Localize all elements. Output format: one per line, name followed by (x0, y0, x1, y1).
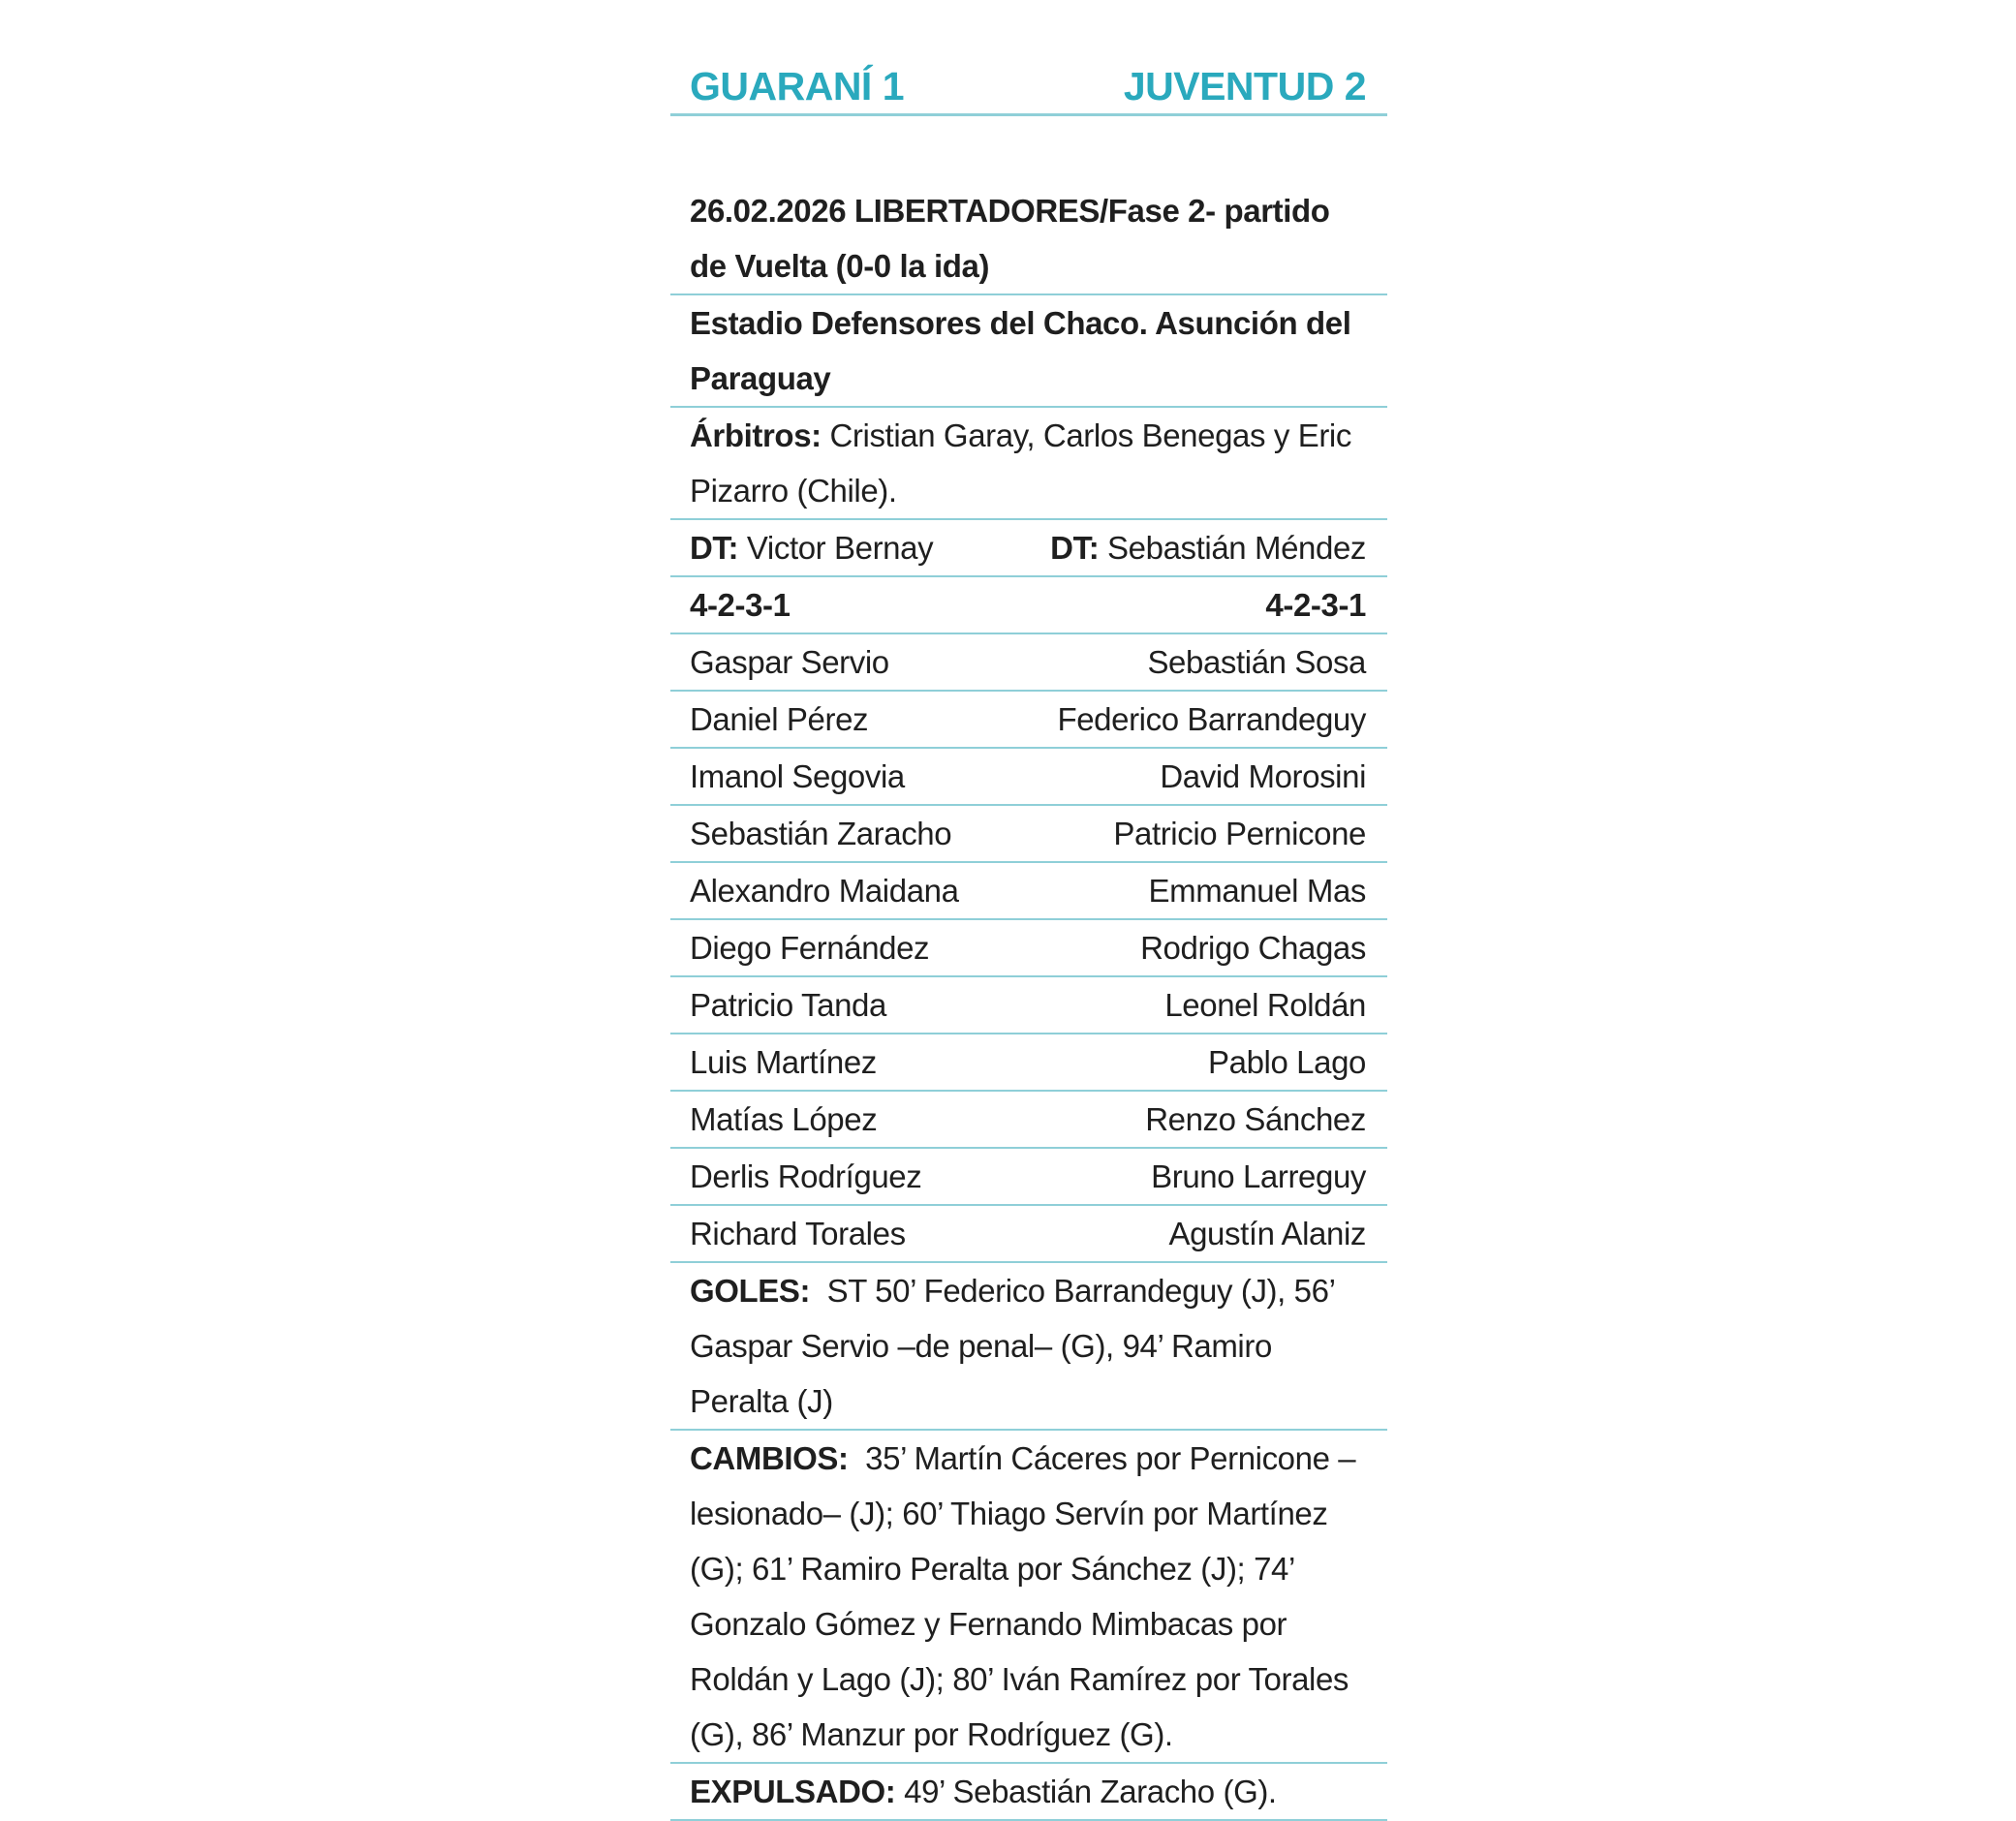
away-formation: 4-2-3-1 (1265, 587, 1366, 623)
coaches-row (670, 520, 1387, 577)
match-card (670, 54, 1387, 1821)
lineup-row (670, 1149, 1387, 1206)
home-player: Daniel Pérez (690, 701, 869, 737)
goals-text: ST 50’ Federico Barrandeguy (J), 56’ Gaspar Servio –de penal– (G), 94’ Ramiro Peralta (J) (690, 1273, 1344, 1419)
lineup-row (670, 692, 1387, 749)
home-coach-name: Victor Bernay (738, 530, 934, 566)
expelled-label: EXPULSADO: (690, 1774, 896, 1809)
date-competition: 26.02.2026 LIBERTADORES/Fase 2- partido de Vuelta (0-0 la ida) (670, 183, 1387, 295)
away-player: Leonel Roldán (1164, 987, 1366, 1023)
away-coach-name: Sebastián Méndez (1099, 530, 1366, 566)
substitutions-label: CAMBIOS: (690, 1440, 849, 1476)
lineup-row (670, 1034, 1387, 1092)
home-player: Gaspar Servio (690, 644, 889, 680)
lineups (670, 634, 1387, 1263)
stadium: Estadio Defensores del Chaco. Asunción del Paraguay (670, 295, 1387, 408)
lineup-row (670, 749, 1387, 806)
referees-row (670, 408, 1387, 520)
lineup-row (670, 863, 1387, 920)
away-coach (1050, 520, 1366, 575)
home-player: Imanol Segovia (690, 758, 905, 794)
lineup-row (670, 977, 1387, 1034)
lineup-row (670, 1206, 1387, 1263)
home-team-score: GUARANÍ 1 (690, 64, 905, 108)
lineup-row (670, 806, 1387, 863)
home-formation: 4-2-3-1 (690, 587, 791, 623)
away-player: Patricio Pernicone (1113, 816, 1366, 851)
away-player: Pablo Lago (1208, 1044, 1366, 1080)
away-player: Federico Barrandeguy (1057, 701, 1366, 737)
substitutions-text: 35’ Martín Cáceres por Pernicone –lesionado– (J); 60’ Thiago Servín por Martínez (G); 61’ Ramiro Peralta por Sánchez (J); 74’ Gonzalo Gómez y Fernando Mimbacas por Roldán y Lago (J); 80’ Iván Ramírez por Torales (G), 86’ Manzur por Rodríguez (G). (690, 1440, 1357, 1752)
home-player: Matías López (690, 1101, 878, 1137)
away-player: Emmanuel Mas (1148, 873, 1366, 909)
home-player: Derlis Rodríguez (690, 1158, 922, 1194)
substitutions-row (670, 1431, 1387, 1764)
home-player: Diego Fernández (690, 930, 930, 966)
expelled-row (670, 1764, 1387, 1821)
formation-row (670, 577, 1387, 634)
goals-row (670, 1263, 1387, 1431)
home-player: Richard Torales (690, 1216, 906, 1251)
lineup-row (670, 920, 1387, 977)
referees-label: Árbitros: (690, 417, 822, 453)
home-player: Alexandro Maidana (690, 873, 959, 909)
away-team-score: JUVENTUD 2 (1123, 64, 1366, 108)
away-player: Bruno Larreguy (1151, 1158, 1366, 1194)
goals-label: GOLES: (690, 1273, 811, 1309)
home-coach-label: DT: (690, 530, 739, 566)
lineup-row (670, 634, 1387, 692)
away-player: Renzo Sánchez (1145, 1101, 1366, 1137)
home-player: Patricio Tanda (690, 987, 886, 1023)
away-coach-label: DT: (1050, 530, 1100, 566)
referees-names: Cristian Garay, Carlos Benegas y Eric Pizarro (Chile). (690, 417, 1351, 509)
away-player: Sebastián Sosa (1147, 644, 1366, 680)
score-header (670, 54, 1387, 116)
home-player: Luis Martínez (690, 1044, 877, 1080)
away-player: David Morosini (1160, 758, 1366, 794)
away-player: Agustín Alaniz (1168, 1216, 1366, 1251)
header-spacer (670, 116, 1387, 183)
home-player: Sebastián Zaracho (690, 816, 952, 851)
lineup-row (670, 1092, 1387, 1149)
away-player: Rodrigo Chagas (1140, 930, 1366, 966)
expelled-text: 49’ Sebastián Zaracho (G). (895, 1774, 1277, 1809)
home-coach (690, 520, 933, 575)
